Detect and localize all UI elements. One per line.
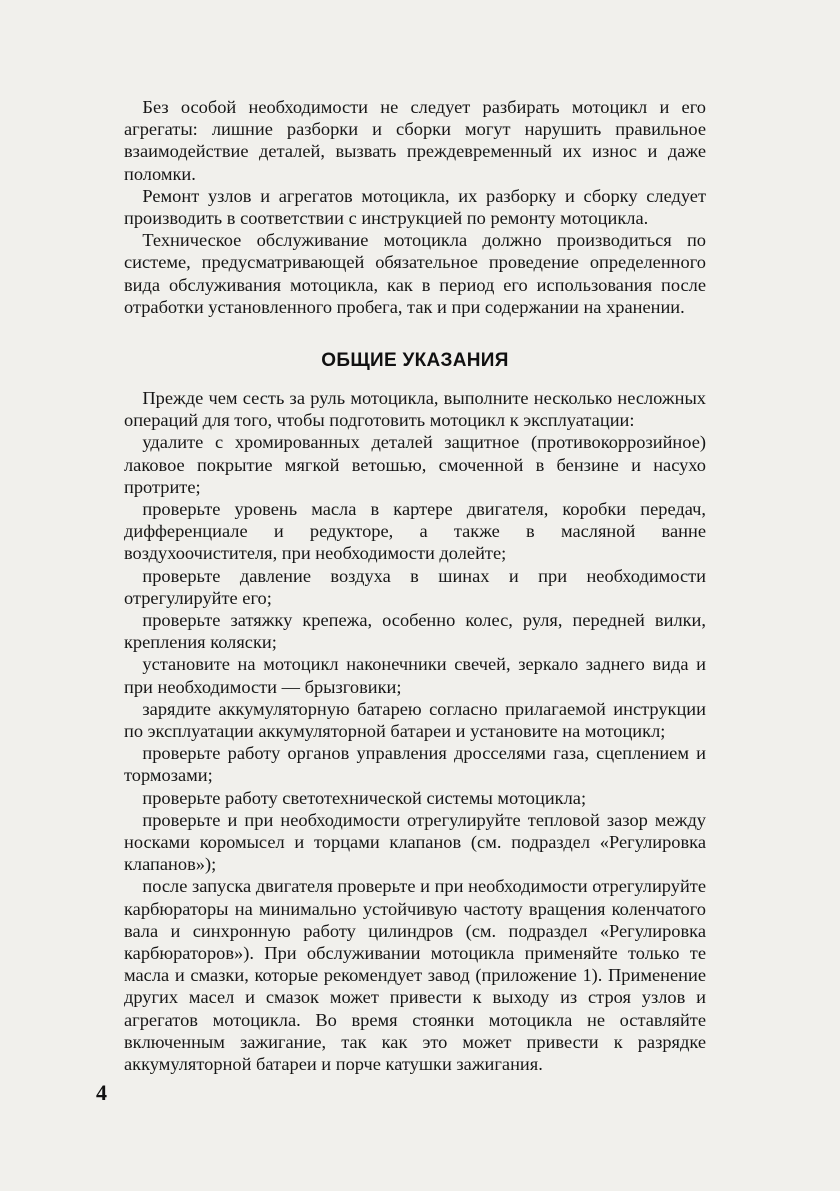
- page-number: 4: [96, 1080, 107, 1105]
- step-battery: зарядите аккумуляторную батарею согласно прилагаемой инструкции по эксплуатации аккумуляторной батареи и установите на мотоцикл;: [124, 698, 706, 742]
- intro-text: [124, 96, 706, 318]
- intro-paragraph-3: Техническое обслуживание мотоцикла должно производиться по системе, предусматривающей обязательное проведение определенного вида обслуживания мотоцикла, как в период его использования после отработки установленного пробега, так и при содержании на хранении.: [124, 230, 706, 317]
- step-fasteners: проверьте затяжку крепежа, особенно колес, руля, передней вилки, крепления коляски;: [124, 610, 706, 653]
- step-chrome-coating: удалите с хромированных деталей защитное (противокоррозийное) лаковое покрытие мягкой ветошью, смоченной в бензине и насухо протрите;: [124, 432, 706, 497]
- step-install-parts: установите на мотоцикл наконечники свечей, зеркало заднего вида и при необходимости — брызговики;: [124, 654, 706, 697]
- step-oil-level: проверьте уровень масла в картере двигателя, коробки передач, дифференциале и редукторе, а также в масляной ванне воздухоочистителя, при необходимости долейте;: [124, 499, 706, 564]
- step-tire-pressure: проверьте давление воздуха в шинах и при необходимости отрегулируйте его;: [124, 565, 706, 608]
- step-lighting: проверьте работу светотехнической системы мотоцикла;: [142, 787, 587, 808]
- step-controls: проверьте работу органов управления дросселями газа, сцеплением и тормозами;: [124, 743, 706, 786]
- section-lead-paragraph: Прежде чем сесть за руль мотоцикла, выполните несколько несложных операций для того, чтобы подготовить мотоцикл к эксплуатации:: [124, 388, 706, 431]
- section-heading: ОБЩИЕ УКАЗАНИЯ: [321, 350, 509, 371]
- step-carburetors: после запуска двигателя проверьте и при необходимости отрегулируйте карбюраторы на минимально устойчивую частоту вращения коленчатого вала и синхронную работу цилиндров (см. подраздел «Регулировка карбюраторов»). При обслуживании мотоцикла применяйте только те масла и смазки, которые рекомендует завод (приложение 1). Применение других масел и смазок может привести к выходу из строя узлов и агрегатов мотоцикла. Во время стоянки мотоцикла не оставляйте включенным зажигание, так как это может привести к разрядке аккумуляторной батареи и порче катушки зажигания.: [124, 876, 706, 1075]
- intro-paragraph-1: Без особой необходимости не следует разбирать мотоцикл и его агрегаты: лишние разборки и сборки могут нарушить правильное взаимодействие деталей, вызвать преждевременный их износ и даже поломки.: [124, 97, 706, 184]
- step-valve-clearance: проверьте и при необходимости отрегулируйте тепловой зазор между носками коромысел и торцами клапанов (см. подраздел «Регулировка клапанов»);: [124, 809, 706, 875]
- intro-paragraph-2: Ремонт узлов и агрегатов мотоцикла, их разборку и сборку следует производить в соответствии с инструкцией по ремонту мотоцикла.: [124, 185, 706, 229]
- section-body: [124, 387, 706, 1075]
